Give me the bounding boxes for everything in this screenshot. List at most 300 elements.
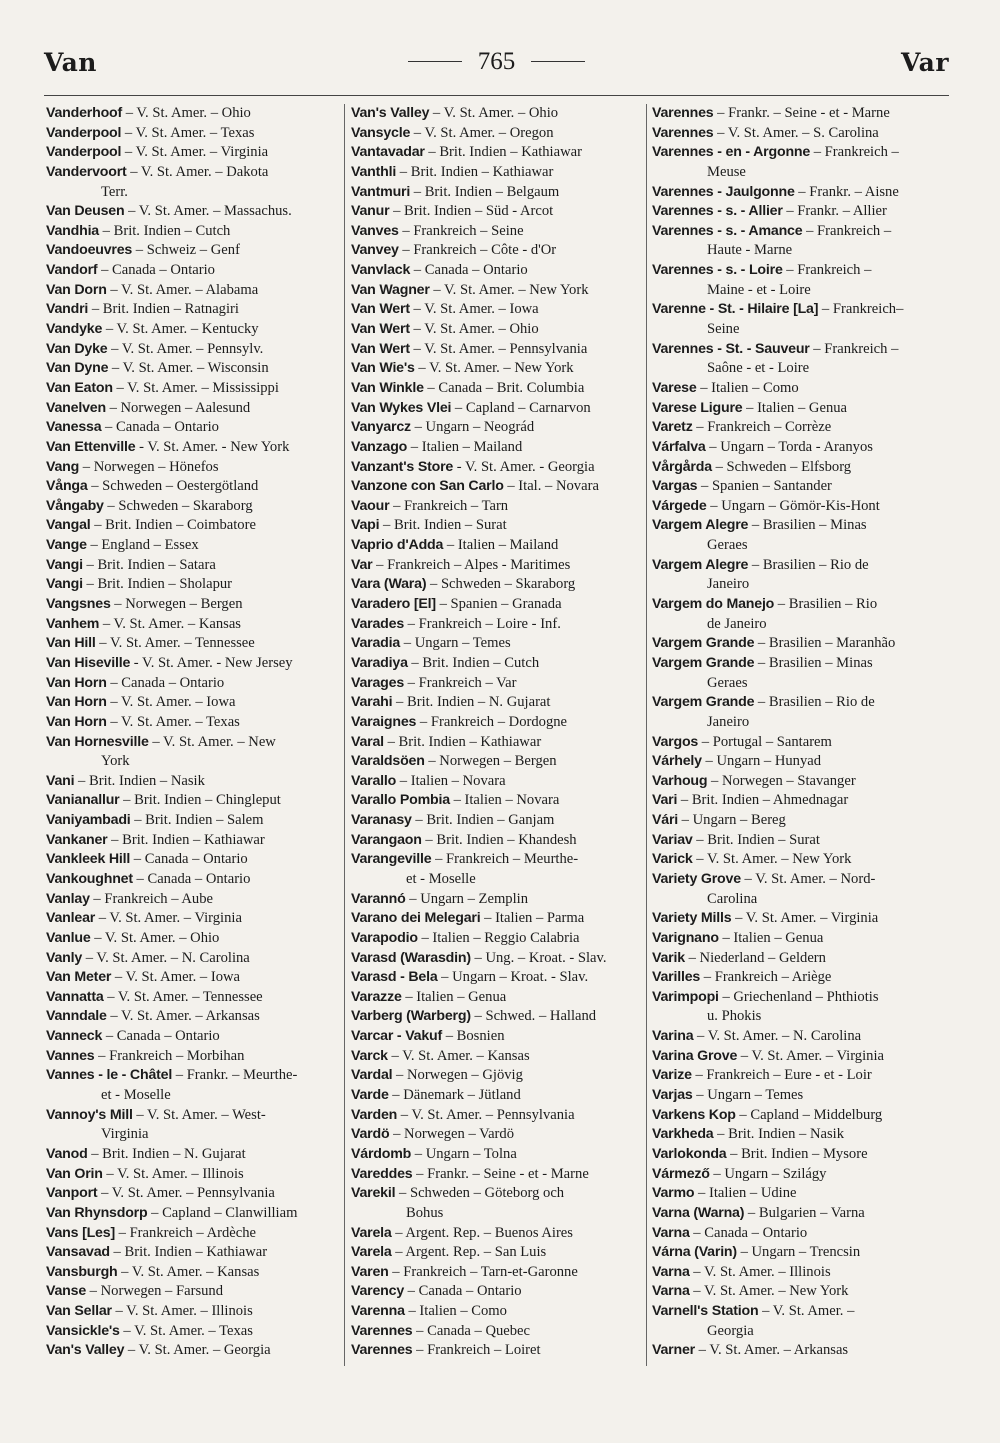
gazetteer-entry xyxy=(351,674,643,694)
entry-headword: Vanlay xyxy=(46,890,90,907)
gazetteer-entry xyxy=(351,497,643,517)
entry-location: – V. St. Amer. – Iowa xyxy=(106,694,236,711)
gazetteer-entry xyxy=(46,890,338,910)
gazetteer-entry xyxy=(46,1263,338,1283)
entry-location: – Italien – Novara xyxy=(396,772,506,789)
entry-location: – Spanien – Granada xyxy=(435,596,562,613)
entry-location: – Brasilien – Rio de xyxy=(754,694,875,711)
entry-headword: Vandorf xyxy=(46,262,98,279)
entry-location: – Dänemark – Jütland xyxy=(388,1087,521,1104)
entry-headword: Varjas xyxy=(652,1087,693,1104)
gazetteer-entry xyxy=(652,1302,952,1322)
gazetteer-entry xyxy=(46,1224,338,1244)
entry-location: – V. St. Amer. – Mississippi xyxy=(112,379,279,396)
entry-location: – Bosnien xyxy=(442,1028,505,1045)
entry-headword: Vanyarcz xyxy=(351,419,411,436)
gazetteer-entry xyxy=(351,1145,643,1165)
gazetteer-entry xyxy=(351,929,643,949)
gazetteer-entry xyxy=(652,1086,952,1106)
entry-location: – V. St. Amer. – Ohio xyxy=(429,105,559,121)
entry-location: – Brit. Indien – Cutch xyxy=(99,222,231,239)
entry-headword: Vang xyxy=(46,458,80,475)
entry-headword: Varennes xyxy=(351,1322,413,1339)
entry-headword: Vargem Grande xyxy=(652,654,755,671)
entry-headword: Vansycle xyxy=(351,124,411,141)
entry-headword: Vannoy's Mill xyxy=(46,1106,133,1123)
entry-headword: Varcar - Vakuf xyxy=(351,1028,443,1045)
gazetteer-entry xyxy=(652,811,952,831)
entry-location: – Ungarn – Bereg xyxy=(678,812,786,829)
entry-location: – V. St. Amer. – Tennessee xyxy=(95,635,255,652)
entry-location: – Canada – Brit. Columbia xyxy=(423,379,585,396)
gazetteer-entry xyxy=(46,831,338,851)
entry-location: – V. St. Amer. – Alabama xyxy=(106,281,259,298)
entry-headword: Vangal xyxy=(46,517,91,534)
entry-location: – Brit. Indien – Ganjam xyxy=(411,812,555,829)
gazetteer-entry xyxy=(351,300,643,320)
entry-location: – V. St. Amer. – New York xyxy=(689,1283,849,1300)
gazetteer-entry xyxy=(652,1165,952,1185)
entry-location: – Italien – Genua xyxy=(401,988,507,1005)
gazetteer-entry xyxy=(46,458,338,478)
gazetteer-entry xyxy=(351,1224,643,1244)
entry-headword: Vargem do Manejo xyxy=(652,596,775,613)
entry-continuation: Geraes xyxy=(707,537,748,554)
gazetteer-entry xyxy=(46,1302,338,1322)
gazetteer-entry xyxy=(351,1066,643,1086)
entry-headword: Van Ettenville xyxy=(46,438,136,455)
gazetteer-entry xyxy=(46,143,338,163)
gazetteer-entry xyxy=(652,1184,952,1204)
entry-headword: Van Hornesville xyxy=(46,733,149,750)
entry-location: – V. St. Amer. – N. Carolina xyxy=(82,949,250,966)
entry-headword: Varadiya xyxy=(351,654,408,671)
entry-location: – Italien – Udine xyxy=(694,1185,797,1202)
gazetteer-entry xyxy=(652,183,952,203)
gazetteer-entry xyxy=(46,674,338,694)
entry-location: – Italien – Novara xyxy=(449,792,560,809)
gazetteer-entry xyxy=(46,595,338,615)
entry-headword: Varennes xyxy=(652,105,714,121)
entry-headword: Vármező xyxy=(652,1165,710,1182)
entry-location: – Brit. Indien – Surat xyxy=(692,831,820,848)
entry-headword: Van Rhynsdorp xyxy=(46,1204,148,1221)
entry-headword: Vansburgh xyxy=(46,1263,118,1280)
entry-location: – Canada – Ontario xyxy=(102,1028,220,1045)
entry-location: – Canada – Ontario xyxy=(106,674,225,691)
entry-continuation: Janeiro xyxy=(707,576,750,593)
gazetteer-entry xyxy=(46,1243,338,1263)
gazetteer-entry xyxy=(652,1263,952,1283)
entry-headword: Varaldsöen xyxy=(351,753,425,770)
entry-headword: Varallo Pombia xyxy=(351,792,450,809)
gazetteer-entry xyxy=(351,1184,643,1204)
entry-location: – Frankreich – Meurthe- xyxy=(431,851,579,868)
entry-location: – Norwegen – Stavanger xyxy=(707,772,856,789)
entry-headword: Varetz xyxy=(652,419,693,436)
entry-headword: Vara (Wara) xyxy=(351,576,427,593)
gazetteer-entry xyxy=(652,458,952,478)
gazetteer-entry xyxy=(46,163,338,183)
entry-headword: Vanderpool xyxy=(46,144,122,161)
gazetteer-entry xyxy=(351,183,643,203)
gazetteer-entry xyxy=(351,1106,643,1126)
gazetteer-entry xyxy=(652,949,952,969)
entry-headword: Vanelven xyxy=(46,399,106,416)
entry-location: – Frankr. – Seine - et - Marne xyxy=(412,1165,589,1182)
gazetteer-entry xyxy=(46,320,338,340)
gazetteer-entry xyxy=(46,300,338,320)
entry-location: – V. St. Amer. – Iowa xyxy=(409,301,539,318)
entry-continuation: Janeiro xyxy=(707,713,750,730)
entry-location: – Brit. Indien – Khandesh xyxy=(421,831,577,848)
entry-location: – V. St. Amer. – Massachus. xyxy=(124,203,292,220)
entry-location: – Ungarn – Neográd xyxy=(410,419,535,436)
gazetteer-entry xyxy=(652,988,952,1008)
gazetteer-entry xyxy=(46,1027,338,1047)
running-head-left: Van xyxy=(44,48,97,77)
entry-headword: Varennes - s. - Loire xyxy=(652,262,783,279)
entry-headword: Vange xyxy=(46,537,87,554)
entry-headword: Varennes xyxy=(652,124,714,141)
gazetteer-entry xyxy=(652,831,952,851)
gazetteer-entry xyxy=(351,831,643,851)
gazetteer-entry xyxy=(351,241,643,261)
gazetteer-entry xyxy=(46,654,338,674)
entry-continuation: u. Phokis xyxy=(707,1008,762,1025)
entry-headword: Varahi xyxy=(351,694,393,711)
gazetteer-entry xyxy=(46,1145,338,1165)
entry-headword: Vannatta xyxy=(46,988,104,1005)
gazetteer-entry xyxy=(46,438,338,458)
entry-location: – Canada – Ontario xyxy=(97,262,215,279)
entry-headword: Van Wert xyxy=(351,340,410,357)
entry-location: – England – Essex xyxy=(86,537,199,554)
entry-location: – Brit. Indien – Kathiawar xyxy=(424,144,582,161)
entry-headword: Varanasy xyxy=(351,812,412,829)
entry-location: – Brit. Indien – Cutch xyxy=(407,654,540,671)
entry-headword: Vanlear xyxy=(46,910,96,927)
entry-headword: Variety Grove xyxy=(652,870,741,887)
entry-location: – Norwegen – Hönefos xyxy=(79,458,219,475)
entry-headword: Vanod xyxy=(46,1145,88,1162)
entry-headword: Vanvey xyxy=(351,242,399,259)
entry-location: – V. St. Amer. – Texas xyxy=(119,1322,253,1339)
entry-headword: Vanzant's Store xyxy=(351,458,454,475)
entry-headword: Vanport xyxy=(46,1185,98,1202)
gazetteer-entry xyxy=(351,320,643,340)
entry-headword: Vannes xyxy=(46,1047,95,1064)
gazetteer-entry xyxy=(351,693,643,713)
entry-headword: Varhoug xyxy=(652,772,708,789)
entry-headword: Varasd - Bela xyxy=(351,969,438,986)
entry-location: – V. St. Amer. – Pennsylv. xyxy=(107,340,264,357)
entry-continuation: Haute - Marne xyxy=(707,242,793,259)
entry-location: – Ungarn – Torda - Aranyos xyxy=(705,438,873,455)
gazetteer-entry xyxy=(351,104,643,124)
entry-headword: Van Wie's xyxy=(351,360,415,377)
entry-location: – Frankreich – Ardèche xyxy=(114,1224,256,1241)
entry-headword: Vandoeuvres xyxy=(46,242,133,259)
gazetteer-entry xyxy=(46,222,338,242)
entry-location: – Schweden – Oestergötland xyxy=(87,478,259,495)
entry-location: – V. St. Amer. – Iowa xyxy=(111,969,241,986)
column-1 xyxy=(46,104,338,1374)
entry-location: – Ung. – Kroat. - Slav. xyxy=(470,949,607,966)
entry-location: – Italien – Genua xyxy=(718,929,824,946)
entry-location: – Ungarn – Zemplin xyxy=(405,890,528,907)
entry-location: – Brit. Indien – Satara xyxy=(82,556,216,573)
gazetteer-entry xyxy=(652,497,952,517)
entry-location: – Ital. – Novara xyxy=(503,478,599,495)
entry-headword: Vannes - le - Châtel xyxy=(46,1067,173,1084)
entry-continuation: Meuse xyxy=(707,163,746,180)
gazetteer-entry xyxy=(351,222,643,242)
entry-location: – Ungarn – Gömör-Kis-Hont xyxy=(706,497,880,514)
entry-headword: Vari xyxy=(652,792,678,809)
entry-location: – Brit. Indien – Chingleput xyxy=(119,792,281,809)
gazetteer-entry xyxy=(652,791,952,811)
gazetteer-entry xyxy=(46,615,338,635)
gazetteer-entry xyxy=(46,1047,338,1067)
entry-location: – Italien – Como xyxy=(404,1303,507,1320)
entry-location: – Frankreich – Alpes - Maritimes xyxy=(372,556,571,573)
gazetteer-entry xyxy=(351,516,643,536)
entry-location: – V. St. Amer. – Virginia xyxy=(121,144,269,161)
gazetteer-entry xyxy=(652,772,952,792)
entry-location: – Brit. Indien – N. Gujarat xyxy=(87,1145,246,1162)
entry-headword: Vangsnes xyxy=(46,596,111,613)
entry-headword: Vargem Alegre xyxy=(652,556,749,573)
entry-headword: Varese xyxy=(652,379,697,396)
entry-location: – Brasilien – Minas xyxy=(754,654,873,671)
entry-headword: Varades xyxy=(351,615,405,632)
entry-location: – V. St. Amer. – Virginia xyxy=(731,910,879,927)
entry-location: – Norwegen – Gjövig xyxy=(392,1067,523,1084)
entry-location: – Schweden – Elfsborg xyxy=(711,458,852,475)
entry-location: – Canada – Ontario xyxy=(101,419,219,436)
gazetteer-entry xyxy=(351,575,643,595)
entry-location: – Frankr. – Meurthe- xyxy=(172,1067,298,1084)
gazetteer-entry xyxy=(652,1282,952,1302)
entry-location: – Frankreich – Ariège xyxy=(700,969,832,986)
entry-location: – V. St. Amer. – xyxy=(758,1303,855,1320)
entry-headword: Vankleek Hill xyxy=(46,851,131,868)
entry-headword: Varnell's Station xyxy=(652,1303,759,1320)
gazetteer-entry xyxy=(46,870,338,890)
page-header xyxy=(44,48,949,82)
gazetteer-entry xyxy=(652,1145,952,1165)
entry-continuation: York xyxy=(101,753,130,770)
header-dash-right xyxy=(531,61,585,62)
entry-location: – Frankr. – Aisne xyxy=(794,183,899,200)
entry-location: – Brasilien – Maranhão xyxy=(754,635,896,652)
gazetteer-entry xyxy=(351,536,643,556)
gazetteer-entry xyxy=(351,733,643,753)
entry-headword: Vansickle's xyxy=(46,1322,120,1339)
gazetteer-entry xyxy=(46,281,338,301)
entry-headword: Vanur xyxy=(351,203,390,220)
gazetteer-entry xyxy=(46,261,338,281)
gazetteer-entry xyxy=(46,1204,338,1224)
entry-location: – V. St. Amer. – S. Carolina xyxy=(713,124,879,141)
entry-continuation: Saône - et - Loire xyxy=(707,360,810,377)
entry-location: – Ungarn – Trencsin xyxy=(736,1244,861,1261)
entry-location: – Brit. Indien – Süd - Arcot xyxy=(389,203,554,220)
gazetteer-entry xyxy=(652,595,952,615)
entry-location: – Norwegen – Vardö xyxy=(389,1126,514,1143)
entry-location: – Frankreich – xyxy=(810,144,899,161)
entry-location: – Canada – Ontario xyxy=(410,262,528,279)
gazetteer-entry xyxy=(46,575,338,595)
entry-headword: Van Dyke xyxy=(46,340,108,357)
entry-location: – Griechenland – Phthiotis xyxy=(718,988,879,1005)
gazetteer-entry xyxy=(351,1007,643,1027)
gazetteer-entry xyxy=(46,379,338,399)
entry-headword: Vangi xyxy=(46,576,83,593)
gazetteer-entry xyxy=(652,909,952,929)
entry-location: – Spanien – Santander xyxy=(697,478,832,495)
gazetteer-entry xyxy=(46,418,338,438)
entry-headword: Van Winkle xyxy=(351,379,424,396)
gazetteer-entry xyxy=(351,988,643,1008)
entry-location: – Frankreich – Corrèze xyxy=(692,419,832,436)
entry-headword: Varangeville xyxy=(351,851,432,868)
entry-headword: Van Wagner xyxy=(351,281,430,298)
entry-headword: Varna xyxy=(652,1263,690,1280)
gazetteer-entry xyxy=(351,379,643,399)
entry-location: – Brit. Indien – Nasik xyxy=(74,772,205,789)
entry-location: – Niederland – Geldern xyxy=(684,949,826,966)
gazetteer-entry xyxy=(351,359,643,379)
entry-headword: Vardal xyxy=(351,1067,393,1084)
entry-headword: Varano dei Melegari xyxy=(351,910,481,927)
entry-location: – Frankreich – Loiret xyxy=(412,1342,541,1359)
entry-location: – Frankreich – Tarn-et-Garonne xyxy=(388,1263,578,1280)
entry-location: – Italien – Mailand xyxy=(443,537,559,554)
entry-headword: Vargem Alegre xyxy=(652,517,749,534)
page-number: 765 xyxy=(477,48,516,75)
entry-location: – Italien – Genua xyxy=(742,399,848,416)
gazetteer-entry xyxy=(652,379,952,399)
entry-headword: Vanlue xyxy=(46,929,91,946)
entry-location: – Norwegen – Aalesund xyxy=(105,399,251,416)
entry-location: – V. St. Amer. – Kentucky xyxy=(102,321,259,338)
gazetteer-entry xyxy=(652,477,952,497)
gazetteer-entry xyxy=(652,654,952,674)
entry-location: - V. St. Amer. - New Jersey xyxy=(130,654,293,671)
entry-location: – Brasilien – Rio xyxy=(774,596,878,613)
entry-headword: Varna xyxy=(652,1283,690,1300)
entry-location: – Frankreich – Dordogne xyxy=(416,713,568,730)
gazetteer-entry xyxy=(351,1027,643,1047)
entry-headword: Vårgårda xyxy=(652,458,712,475)
entry-headword: Vånga xyxy=(46,478,88,495)
entry-location: – Canada – Ontario xyxy=(689,1224,808,1241)
entry-headword: Varkheda xyxy=(652,1126,714,1143)
entry-headword: Vantmuri xyxy=(351,183,411,200)
entry-headword: Varennes - en - Argonne xyxy=(652,144,811,161)
entry-location: – Ungarn – Temes xyxy=(400,635,511,652)
entry-location: - V. St. Amer. - New York xyxy=(135,438,290,455)
entry-location: – Brit. Indien – Nasik xyxy=(713,1126,845,1143)
entry-continuation: Maine - et - Loire xyxy=(707,281,811,298)
page-number-block xyxy=(44,48,949,76)
entry-headword: Vapi xyxy=(351,517,380,534)
gazetteer-entry xyxy=(351,1165,643,1185)
entry-location: – Brit. Indien – Sholapur xyxy=(82,576,233,593)
gazetteer-entry xyxy=(46,1282,338,1302)
entry-location: – Brasilien – Rio de xyxy=(748,556,869,573)
entry-headword: Varennes - St. - Sauveur xyxy=(652,340,810,357)
gazetteer-entry xyxy=(46,1322,338,1342)
gazetteer-entry xyxy=(351,1302,643,1322)
entry-location: – V. St. Amer. – Kansas xyxy=(117,1263,260,1280)
gazetteer-entry xyxy=(652,143,952,163)
gazetteer-entry xyxy=(351,1243,643,1263)
entry-location: – Ungarn – Kroat. - Slav. xyxy=(437,969,589,986)
gazetteer-entry xyxy=(351,1125,643,1145)
entry-headword: Vankoughnet xyxy=(46,870,133,887)
entry-headword: Varck xyxy=(351,1047,388,1064)
entry-headword: Varages xyxy=(351,674,405,691)
entry-headword: Vankaner xyxy=(46,831,108,848)
entry-location: – V. St. Amer. – N. Carolina xyxy=(693,1028,862,1045)
gazetteer-entry xyxy=(351,261,643,281)
entry-location: – Norwegen – Bergen xyxy=(424,753,557,770)
entry-location: – Brit. Indien – N. Gujarat xyxy=(392,694,551,711)
entry-continuation: Seine xyxy=(707,321,740,338)
gazetteer-entry xyxy=(652,104,952,124)
gazetteer-entry xyxy=(46,791,338,811)
entry-headword: Van Wert xyxy=(351,301,410,318)
entry-headword: Vanneck xyxy=(46,1028,103,1045)
entry-headword: Várhely xyxy=(652,753,702,770)
entry-headword: Vandri xyxy=(46,301,89,318)
entry-location: – Brit. Indien – Belgaum xyxy=(410,183,560,200)
gazetteer-entry xyxy=(46,850,338,870)
entry-headword: Varaignes xyxy=(351,713,417,730)
gazetteer-entry xyxy=(652,693,952,713)
entry-location: – Frankreich – Var xyxy=(404,674,517,691)
gazetteer-entry xyxy=(652,124,952,144)
gazetteer-entry xyxy=(46,693,338,713)
entry-location: – Frankreich – xyxy=(802,222,892,239)
gazetteer-entry xyxy=(351,399,643,419)
gazetteer-entry xyxy=(46,1106,338,1126)
gazetteer-entry xyxy=(46,497,338,517)
entry-headword: Van Horn xyxy=(46,694,107,711)
entry-location: – Canada – Ontario xyxy=(132,870,251,887)
entry-headword: Várfalva xyxy=(652,438,706,455)
entry-headword: Vani xyxy=(46,772,75,789)
gazetteer-entry xyxy=(46,536,338,556)
entry-headword: Van Horn xyxy=(46,674,107,691)
entry-headword: Varela xyxy=(351,1244,392,1261)
gazetteer-entry xyxy=(652,1341,952,1361)
gazetteer-entry xyxy=(652,556,952,576)
entry-location: – Brit. Indien – Kathiawar xyxy=(107,831,265,848)
running-head-right: Var xyxy=(901,48,949,77)
column-2 xyxy=(351,104,643,1374)
gazetteer-entry xyxy=(652,850,952,870)
entry-location: – V. St. Amer. – Ohio xyxy=(409,321,539,338)
entry-location: – V. St. Amer. – Ohio xyxy=(122,105,251,121)
gazetteer-entry xyxy=(652,399,952,419)
entry-headword: Vargos xyxy=(652,733,699,750)
entry-headword: Varese Ligure xyxy=(652,399,743,416)
entry-location: – Frankreich – Côte - d'Or xyxy=(398,242,557,259)
